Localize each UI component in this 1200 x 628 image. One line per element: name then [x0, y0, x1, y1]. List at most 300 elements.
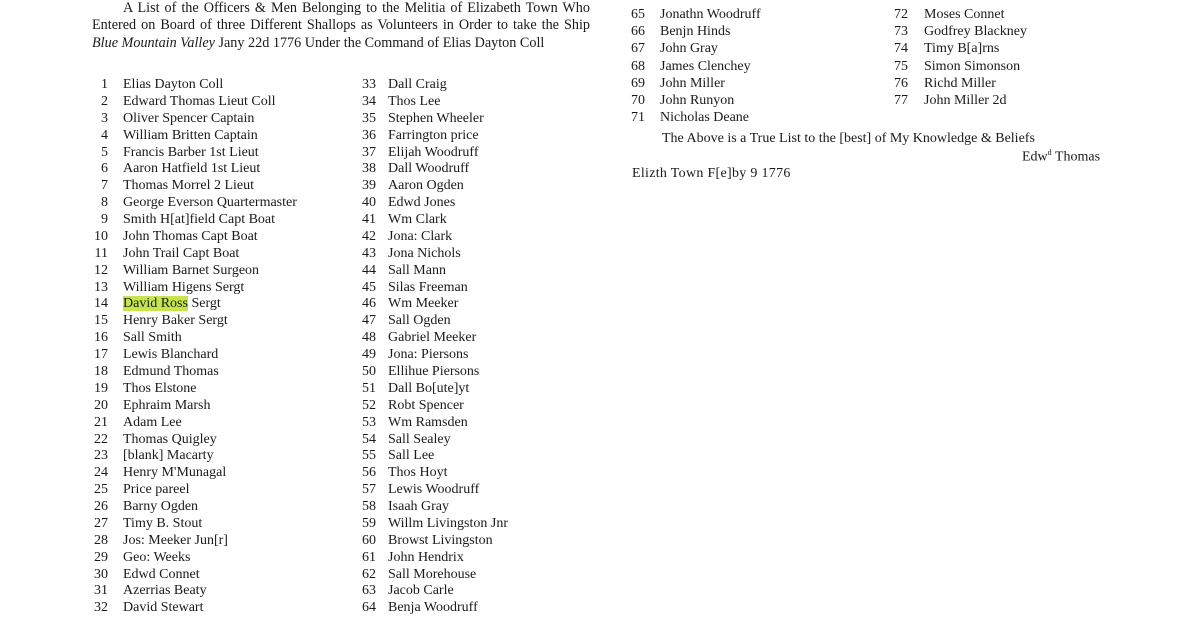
roster-entry — [92, 550, 352, 567]
entry-number: 22 — [94, 431, 108, 447]
name-text: Robt Spencer — [388, 397, 464, 413]
roster-entry — [92, 448, 352, 465]
name-text: John Miller 2d — [924, 93, 1007, 108]
entry-number: 39 — [362, 178, 376, 194]
entry-number: 5 — [101, 144, 108, 160]
roster-entry — [888, 24, 1148, 41]
entry-number: 76 — [894, 75, 908, 91]
entry-name — [388, 263, 446, 279]
signature-superscript: d — [1047, 148, 1052, 157]
list-title — [92, 0, 590, 52]
entry-number: 53 — [362, 414, 376, 430]
roster-entry — [352, 313, 592, 330]
entry-number: 2 — [101, 93, 108, 109]
entry-number: 63 — [362, 583, 376, 599]
entry-number: 77 — [894, 93, 908, 108]
roster-entry — [888, 93, 1148, 110]
entry-number: 56 — [362, 465, 376, 481]
roster-entry — [92, 229, 352, 246]
entry-name — [388, 330, 476, 346]
roster-entry — [92, 128, 352, 145]
entry-number: 20 — [94, 397, 108, 413]
entry-name — [660, 24, 730, 40]
entry-number: 6 — [101, 161, 108, 177]
name-text: Azerrias Beaty — [123, 583, 207, 599]
entry-number: 45 — [362, 279, 376, 295]
roster-entry — [352, 263, 592, 280]
entry-name — [388, 161, 469, 177]
name-text: Thomas Morrel 2 Lieut — [123, 178, 255, 194]
roster-entry — [92, 465, 352, 482]
entry-number: 66 — [631, 24, 645, 40]
entry-name — [924, 7, 1005, 23]
entry-number: 69 — [631, 75, 645, 91]
name-text: Thos Lee — [388, 93, 441, 109]
entry-number: 34 — [362, 93, 376, 109]
roster-entry — [92, 94, 352, 111]
entry-name — [123, 161, 260, 177]
name-text: William Britten Captain — [123, 127, 258, 143]
roster-entry — [352, 567, 592, 584]
entry-name — [123, 313, 228, 329]
roster-entry — [352, 178, 592, 195]
entry-name — [388, 229, 452, 245]
entry-name — [123, 415, 182, 431]
name-text: Silas Freeman — [388, 279, 468, 295]
entry-name — [123, 94, 276, 110]
entry-number: 10 — [94, 228, 108, 244]
entry-number: 21 — [94, 414, 108, 430]
roster-entry — [352, 111, 592, 128]
name-text: Isaah Gray — [388, 499, 450, 514]
name-text: Edwd Jones — [388, 195, 456, 211]
entry-number: 32 — [94, 600, 108, 616]
name-text: John Thomas Capt Boat — [123, 228, 258, 244]
entry-name — [388, 432, 451, 448]
roster-entry — [92, 516, 352, 533]
entry-number: 19 — [94, 380, 108, 396]
name-text: Dall Bo[ute]yt — [388, 380, 470, 396]
entry-number: 24 — [94, 465, 108, 481]
entry-name — [123, 212, 275, 228]
entry-name — [123, 550, 190, 566]
roster-entry — [92, 398, 352, 415]
entry-number: 13 — [94, 279, 108, 295]
entry-name — [388, 381, 469, 397]
name-text: John Miller — [660, 75, 725, 91]
entry-name — [388, 499, 449, 515]
name-text: Elijah Woodruff — [388, 144, 479, 160]
entry-name — [388, 178, 464, 194]
name-text: Wm Ramsden — [388, 414, 468, 430]
roster-entry — [92, 482, 352, 499]
entry-number: 51 — [362, 380, 376, 396]
entry-name — [388, 415, 468, 431]
entry-number: 47 — [362, 313, 376, 329]
entry-number: 72 — [894, 7, 908, 22]
roster-entry — [92, 195, 352, 212]
ship-name: Blue Mountain Valley — [92, 34, 215, 51]
signature — [1022, 148, 1100, 166]
name-text: Ephraim Marsh — [123, 397, 211, 413]
entry-number: 15 — [94, 313, 108, 329]
entry-number: 58 — [362, 499, 376, 514]
roster-entry — [92, 178, 352, 195]
entry-number: 30 — [94, 566, 108, 582]
entry-name — [123, 263, 259, 279]
title-text-start: A List of the Officers & Men Belonging to the Melitia of Elizabeth Town Who Entered on Board of three Different Shallops as Volunteers in Order to take the Ship — [92, 0, 590, 34]
entry-number: 50 — [362, 364, 376, 379]
entry-name — [123, 145, 259, 161]
roster-entry — [628, 59, 888, 76]
entry-number: 43 — [362, 245, 376, 261]
name-text: George Everson Quartermaster — [123, 195, 297, 211]
roster-entry — [352, 381, 592, 398]
name-text: William Higens Sergt — [123, 279, 245, 295]
roster-entry — [92, 111, 352, 128]
roster-entry — [92, 364, 352, 381]
roster-entry — [352, 280, 592, 297]
entry-name — [924, 59, 1020, 75]
entry-number: 7 — [101, 178, 108, 194]
entry-number: 18 — [94, 364, 108, 379]
entry-name — [388, 145, 479, 161]
entry-name — [123, 448, 214, 464]
roster-entry — [92, 77, 352, 94]
entry-number: 61 — [362, 549, 376, 565]
entry-number: 73 — [894, 24, 908, 40]
roster-entry — [352, 212, 592, 229]
entry-name — [388, 212, 447, 228]
entry-name — [388, 195, 455, 211]
roster-entry — [628, 24, 888, 41]
name-text: Price pareel — [123, 482, 190, 498]
entry-name — [388, 111, 484, 127]
roster-entry — [888, 76, 1148, 93]
roster-entry — [352, 364, 592, 381]
roster-entry — [92, 145, 352, 162]
entry-rank: Sergt — [187, 296, 221, 312]
name-text: Thos Elstone — [123, 380, 197, 396]
roster-entry — [628, 76, 888, 93]
name-text: Lewis Woodruff — [388, 482, 480, 498]
entry-name — [123, 195, 297, 211]
entry-name — [388, 567, 476, 583]
roster-entry — [92, 567, 352, 584]
entry-name — [660, 76, 725, 92]
entry-number: 12 — [94, 262, 108, 278]
name-text: Jos: Meeker Jun[r] — [123, 532, 228, 548]
name-text: Stephen Wheeler — [388, 110, 484, 126]
entry-number: 40 — [362, 195, 376, 211]
entry-number: 33 — [362, 77, 376, 92]
entry-name — [123, 432, 217, 448]
entry-number: 65 — [631, 7, 645, 22]
entry-number: 54 — [362, 431, 376, 447]
entry-name — [924, 41, 999, 57]
signature-last: Thomas — [1051, 149, 1101, 165]
entry-number: 36 — [362, 127, 376, 143]
roster-entry — [352, 246, 592, 263]
entry-name — [123, 583, 207, 599]
name-text: Richd Miller — [924, 75, 996, 91]
entry-number: 42 — [362, 228, 376, 244]
entry-number: 4 — [101, 127, 108, 143]
entry-number: 26 — [94, 499, 108, 514]
entry-number: 38 — [362, 161, 376, 177]
entry-name — [388, 246, 461, 262]
entry-name — [388, 296, 458, 312]
entry-number: 31 — [94, 583, 108, 599]
name-text: Nicholas Deane — [660, 110, 750, 126]
name-text: Benjn Hinds — [660, 24, 731, 40]
entry-number: 55 — [362, 448, 376, 464]
roster-entry — [628, 110, 888, 127]
entry-name — [924, 24, 1027, 40]
entry-number: 35 — [362, 110, 376, 126]
entry-name — [123, 398, 210, 414]
roster-entry — [352, 229, 592, 246]
entry-name — [388, 516, 508, 532]
name-text: Simon Simonson — [924, 58, 1021, 74]
entry-name — [123, 600, 203, 616]
entry-number: 23 — [94, 448, 108, 464]
name-text: John Gray — [660, 41, 718, 57]
entry-name — [388, 533, 493, 549]
roster-entry — [352, 398, 592, 415]
roster-entry — [352, 600, 592, 617]
entry-name — [388, 347, 469, 363]
entry-name — [660, 93, 734, 109]
name-text: Lewis Blanchard — [123, 347, 219, 363]
name-text: Timy B[a]rns — [924, 41, 1000, 57]
roster-entry — [92, 313, 352, 330]
entry-number: 70 — [631, 93, 645, 108]
roster-entry — [92, 347, 352, 364]
name-text: John Trail Capt Boat — [123, 245, 240, 261]
name-text: Timy B. Stout — [123, 515, 203, 531]
entry-number: 75 — [894, 58, 908, 74]
entry-name — [123, 178, 254, 194]
entry-number: 8 — [101, 195, 108, 211]
entry-name — [388, 280, 468, 296]
entry-name — [388, 398, 464, 414]
name-text: Sall Lee — [388, 448, 435, 464]
entry-name — [123, 364, 219, 380]
name-text: Henry M'Munagal — [123, 465, 227, 481]
entry-name — [924, 93, 1006, 109]
name-text: Sall Morehouse — [388, 566, 477, 582]
name-text: Benja Woodruff — [388, 600, 478, 616]
name-text: Dall Woodruff — [388, 161, 470, 177]
name-text: Geo: Weeks — [123, 549, 191, 565]
entry-name — [660, 59, 751, 75]
name-text: Moses Connet — [924, 7, 1005, 22]
entry-number: 48 — [362, 330, 376, 346]
roster-entry — [628, 41, 888, 58]
roster-entry — [888, 7, 1148, 24]
entry-name — [123, 516, 202, 532]
name-text: Edwd Connet — [123, 566, 200, 582]
entry-number: 27 — [94, 515, 108, 531]
roster-entry — [92, 212, 352, 229]
entry-name — [123, 567, 200, 583]
entry-name — [388, 94, 440, 110]
entry-name — [123, 533, 228, 549]
entry-name — [123, 280, 244, 296]
roster-entry — [92, 533, 352, 550]
name-text: Dall Craig — [388, 77, 447, 92]
roster-entry — [92, 415, 352, 432]
roster-entry — [92, 499, 352, 516]
entry-name — [123, 111, 254, 127]
roster-entry — [92, 161, 352, 178]
roster-entry — [92, 246, 352, 263]
name-text: Jona: Piersons — [388, 347, 469, 363]
entry-number: 68 — [631, 58, 645, 74]
entry-number: 57 — [362, 482, 376, 498]
name-text: Edmund Thomas — [123, 364, 219, 379]
entry-number: 62 — [362, 566, 376, 582]
entry-name — [123, 347, 218, 363]
name-text: Browst Livingston — [388, 532, 493, 548]
entry-name — [123, 128, 258, 144]
name-text: Gabriel Meeker — [388, 330, 477, 346]
roster-entry — [352, 330, 592, 347]
entry-name — [660, 110, 749, 126]
entry-name — [388, 448, 434, 464]
entry-name — [388, 583, 454, 599]
roster-entry — [628, 7, 888, 24]
name-text: Wm Clark — [388, 212, 447, 227]
entry-name — [123, 381, 197, 397]
name-text: Wm Meeker — [388, 296, 459, 312]
roster-entry — [352, 516, 592, 533]
entry-number: 71 — [631, 110, 645, 126]
roster-entry — [92, 432, 352, 449]
name-text: Jonathn Woodruff — [660, 7, 761, 22]
highlighted-name: David Ross — [123, 296, 188, 312]
roster-entry — [628, 93, 888, 110]
entry-number: 59 — [362, 515, 376, 531]
name-text: Edward Thomas Lieut Coll — [123, 93, 276, 109]
dateline: Elizth Town F[e]by 9 1776 — [632, 166, 791, 181]
name-text: Sall Ogden — [388, 313, 451, 329]
roster-entry — [352, 296, 592, 313]
entry-number: 67 — [631, 41, 645, 57]
name-text: Adam Lee — [123, 414, 182, 430]
entry-name — [123, 229, 258, 245]
entry-number: 49 — [362, 347, 376, 363]
roster-entry — [92, 280, 352, 297]
name-text: Aaron Ogden — [388, 178, 464, 194]
entry-number: 25 — [94, 482, 108, 498]
entry-name — [123, 330, 182, 346]
entry-name — [660, 7, 761, 23]
entry-name — [388, 313, 451, 329]
name-text: Thos Hoyt — [388, 465, 448, 481]
roster-entry — [888, 41, 1148, 58]
entry-name — [660, 41, 718, 57]
name-text: James Clenchey — [660, 58, 751, 74]
roster-entry — [92, 600, 352, 617]
name-text: Sall Smith — [123, 330, 182, 346]
entry-name — [388, 77, 447, 93]
entry-number: 3 — [101, 110, 108, 126]
roster-entry — [888, 59, 1148, 76]
roster-entry — [352, 77, 592, 94]
name-text: Smith H[at]field Capt Boat — [123, 212, 276, 227]
entry-number: 29 — [94, 549, 108, 565]
roster-entry — [352, 415, 592, 432]
entry-name — [388, 600, 478, 616]
entry-name — [388, 550, 464, 566]
entry-name — [123, 499, 198, 515]
roster-entry — [352, 465, 592, 482]
attestation-text: The Above is a True List to the [best] of My Knowledge & Beliefs — [662, 131, 1035, 146]
name-text: Jacob Carle — [388, 583, 454, 599]
entry-number: 60 — [362, 532, 376, 548]
entry-number: 1 — [101, 77, 108, 92]
roster-entry — [352, 583, 592, 600]
entry-number: 16 — [94, 330, 108, 346]
name-text: [blank] Macarty — [123, 448, 214, 464]
roster-entry — [92, 381, 352, 398]
name-text: Sall Sealey — [388, 431, 451, 447]
roster-entry — [352, 128, 592, 145]
name-text: John Hendrix — [388, 549, 464, 565]
roster-entry — [352, 432, 592, 449]
entry-name — [388, 364, 479, 380]
name-text: Sall Mann — [388, 262, 446, 278]
entry-name — [388, 482, 479, 498]
name-text: Henry Baker Sergt — [123, 313, 228, 329]
signature-first: Edw — [1022, 149, 1048, 165]
name-text: Willm Livingston Jnr — [388, 515, 508, 531]
title-text-end: Jany 22d 1776 Under the Command of Elias Dayton Coll — [214, 34, 545, 51]
entry-number: 46 — [362, 296, 376, 312]
roster-entry — [92, 330, 352, 347]
roster-entry — [352, 482, 592, 499]
entry-number: 52 — [362, 397, 376, 413]
name-text: Elias Dayton Coll — [123, 77, 224, 92]
entry-name — [388, 128, 479, 144]
entry-number: 44 — [362, 262, 376, 278]
roster-entry — [352, 448, 592, 465]
roster-entry — [352, 161, 592, 178]
name-text: Oliver Spencer Captain — [123, 110, 255, 126]
entry-name — [924, 76, 996, 92]
name-text: Ellihue Piersons — [388, 364, 480, 379]
roster-entry — [352, 499, 592, 516]
name-text: John Runyon — [660, 93, 735, 108]
roster-entry — [352, 347, 592, 364]
name-text: William Barnet Surgeon — [123, 262, 260, 278]
name-text: Aaron Hatfield 1st Lieut — [123, 161, 261, 177]
roster-entry — [352, 94, 592, 111]
name-text: Farrington price — [388, 127, 479, 143]
roster-entry — [352, 533, 592, 550]
entry-name — [123, 296, 221, 312]
roster-entry — [352, 550, 592, 567]
entry-number: 17 — [94, 347, 108, 363]
entry-number: 64 — [362, 600, 376, 616]
name-text: Godfrey Blackney — [924, 24, 1028, 40]
entry-name — [388, 465, 448, 481]
entry-name — [123, 246, 239, 262]
entry-number: 37 — [362, 144, 376, 160]
entry-number: 9 — [101, 212, 108, 227]
